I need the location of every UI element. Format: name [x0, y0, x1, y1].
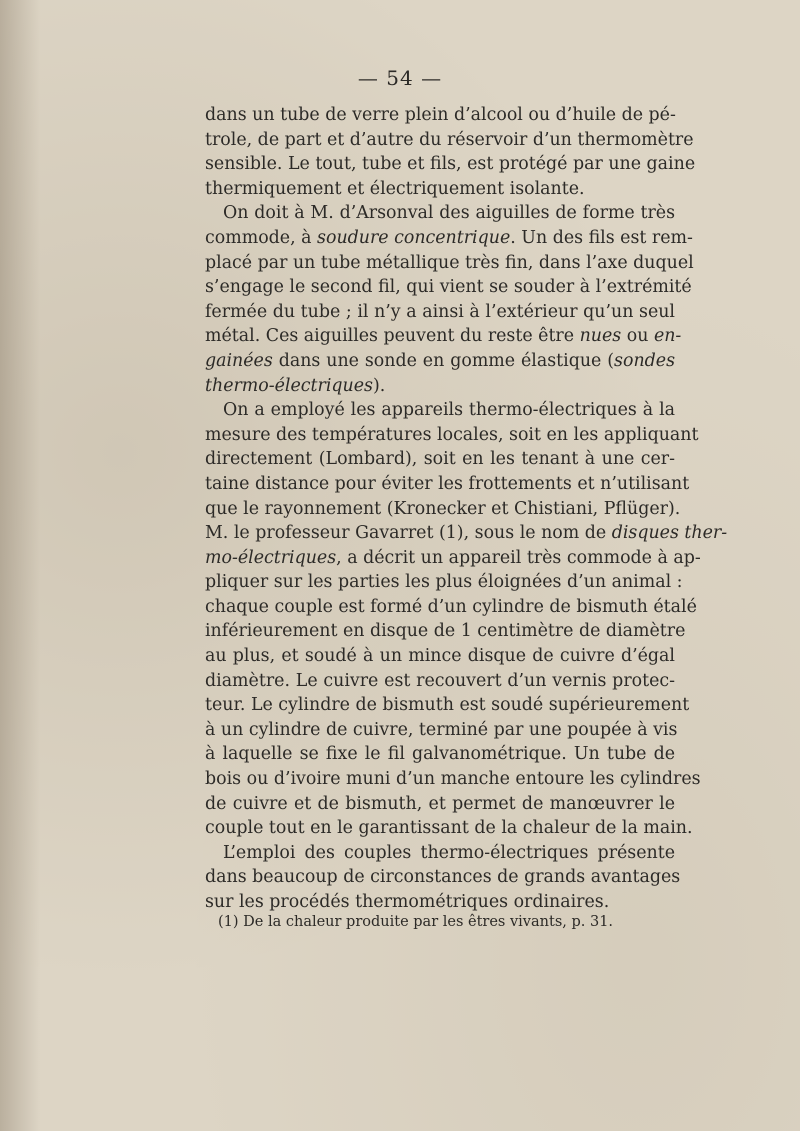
text-line — [205, 324, 682, 349]
text-line: inférieurement en disque de 1 centimètre de diamètre — [205, 621, 686, 642]
italic-phrase: soudure concentrique — [317, 227, 511, 248]
text-line: On a employé les appareils thermo-électriques à la — [223, 400, 675, 421]
italic-phrase: thermo-électriques — [205, 375, 373, 396]
text-line: directement (Lombard), soit en les tenant à une cer- — [205, 449, 675, 470]
text-line: sur les procédés thermométriques ordinaires. — [205, 892, 610, 912]
text-line: dans beaucoup de circonstances de grands avantages — [205, 867, 681, 888]
text-line: s’engage le second fil, qui vient se souder à l’extrémité — [205, 277, 692, 298]
page-number: — 54 — — [357, 66, 443, 90]
italic-phrase: en- — [653, 326, 682, 347]
text-line: fermée du tube ; il n’y a ainsi à l’extérieur qu’un seul — [205, 301, 675, 322]
text-run: métal. Ces aiguilles peuvent du reste être — [205, 326, 580, 347]
body-text — [205, 103, 728, 915]
text-line: trole, de part et d’autre du réservoir d’un thermomètre — [205, 129, 694, 150]
text-line — [205, 374, 675, 399]
text-line: dans un tube de verre plein d’alcool ou d’huile de pé- — [205, 105, 676, 125]
text-run: ou — [621, 326, 654, 347]
text-line: teur. Le cylindre de bismuth est soudé supérieurement — [205, 695, 690, 716]
text-line: mesure des températures locales, soit en les appliquant — [205, 424, 699, 445]
text-line — [205, 226, 693, 251]
footnote: (1) De la chaleur produite par les êtres vivants, p. 31. — [218, 914, 614, 930]
text-run: dans une sonde en gomme élastique ( — [272, 350, 615, 371]
page-edge-shadow — [0, 0, 40, 1131]
text-line: bois ou d’ivoire muni d’un manche entoure les cylindres — [205, 769, 701, 790]
text-run: . Un des fils est rem- — [510, 227, 693, 248]
text-line — [205, 521, 728, 546]
text-run: M. le professeur Gavarret (1), sous le nom de — [205, 523, 612, 544]
text-line: à laquelle se fixe le fil galvanométrique. Un tube de — [205, 744, 675, 765]
text-line: couple tout en le garantissant de la chaleur de la main. — [205, 818, 693, 839]
text-run: , a décrit un appareil très commode à ap- — [336, 547, 701, 568]
text-line: L’emploi des couples thermo-électriques présente — [223, 842, 675, 863]
text-line: chaque couple est formé d’un cylindre de bismuth étalé — [205, 596, 697, 617]
text-line — [205, 349, 675, 374]
text-line: diamètre. Le cuivre est recouvert d’un vernis protec- — [205, 670, 675, 691]
text-line: thermiquement et électriquement isolante. — [205, 178, 585, 199]
text-run: commode, à — [205, 227, 318, 248]
text-line: que le rayonnement (Kronecker et Chistiani, Pflüger). — [205, 498, 681, 519]
text-line — [205, 546, 701, 571]
italic-phrase: sondes — [614, 350, 675, 371]
text-line: taine distance pour éviter les frottements et n’utilisant — [205, 473, 690, 494]
italic-phrase: mo-électriques — [205, 547, 337, 568]
text-line: sensible. Le tout, tube et fils, est protégé par une gaine — [205, 154, 696, 175]
text-line: de cuivre et de bismuth, et permet de manœuvrer le — [205, 793, 675, 814]
italic-phrase: disques ther- — [611, 523, 728, 544]
italic-phrase: gainées — [205, 350, 273, 371]
text-line: placé par un tube métallique très fin, dans l’axe duquel — [205, 252, 694, 273]
text-line: au plus, et soudé à un mince disque de cuivre d’égal — [205, 646, 675, 667]
text-run: ). — [372, 375, 386, 396]
text-line: à un cylindre de cuivre, terminé par une poupée à vis — [205, 719, 678, 740]
text-line: pliquer sur les parties les plus éloignées d’un animal : — [205, 572, 683, 593]
text-line: On doit à M. d’Arsonval des aiguilles de forme très — [223, 203, 675, 224]
italic-phrase: nues — [579, 326, 622, 347]
